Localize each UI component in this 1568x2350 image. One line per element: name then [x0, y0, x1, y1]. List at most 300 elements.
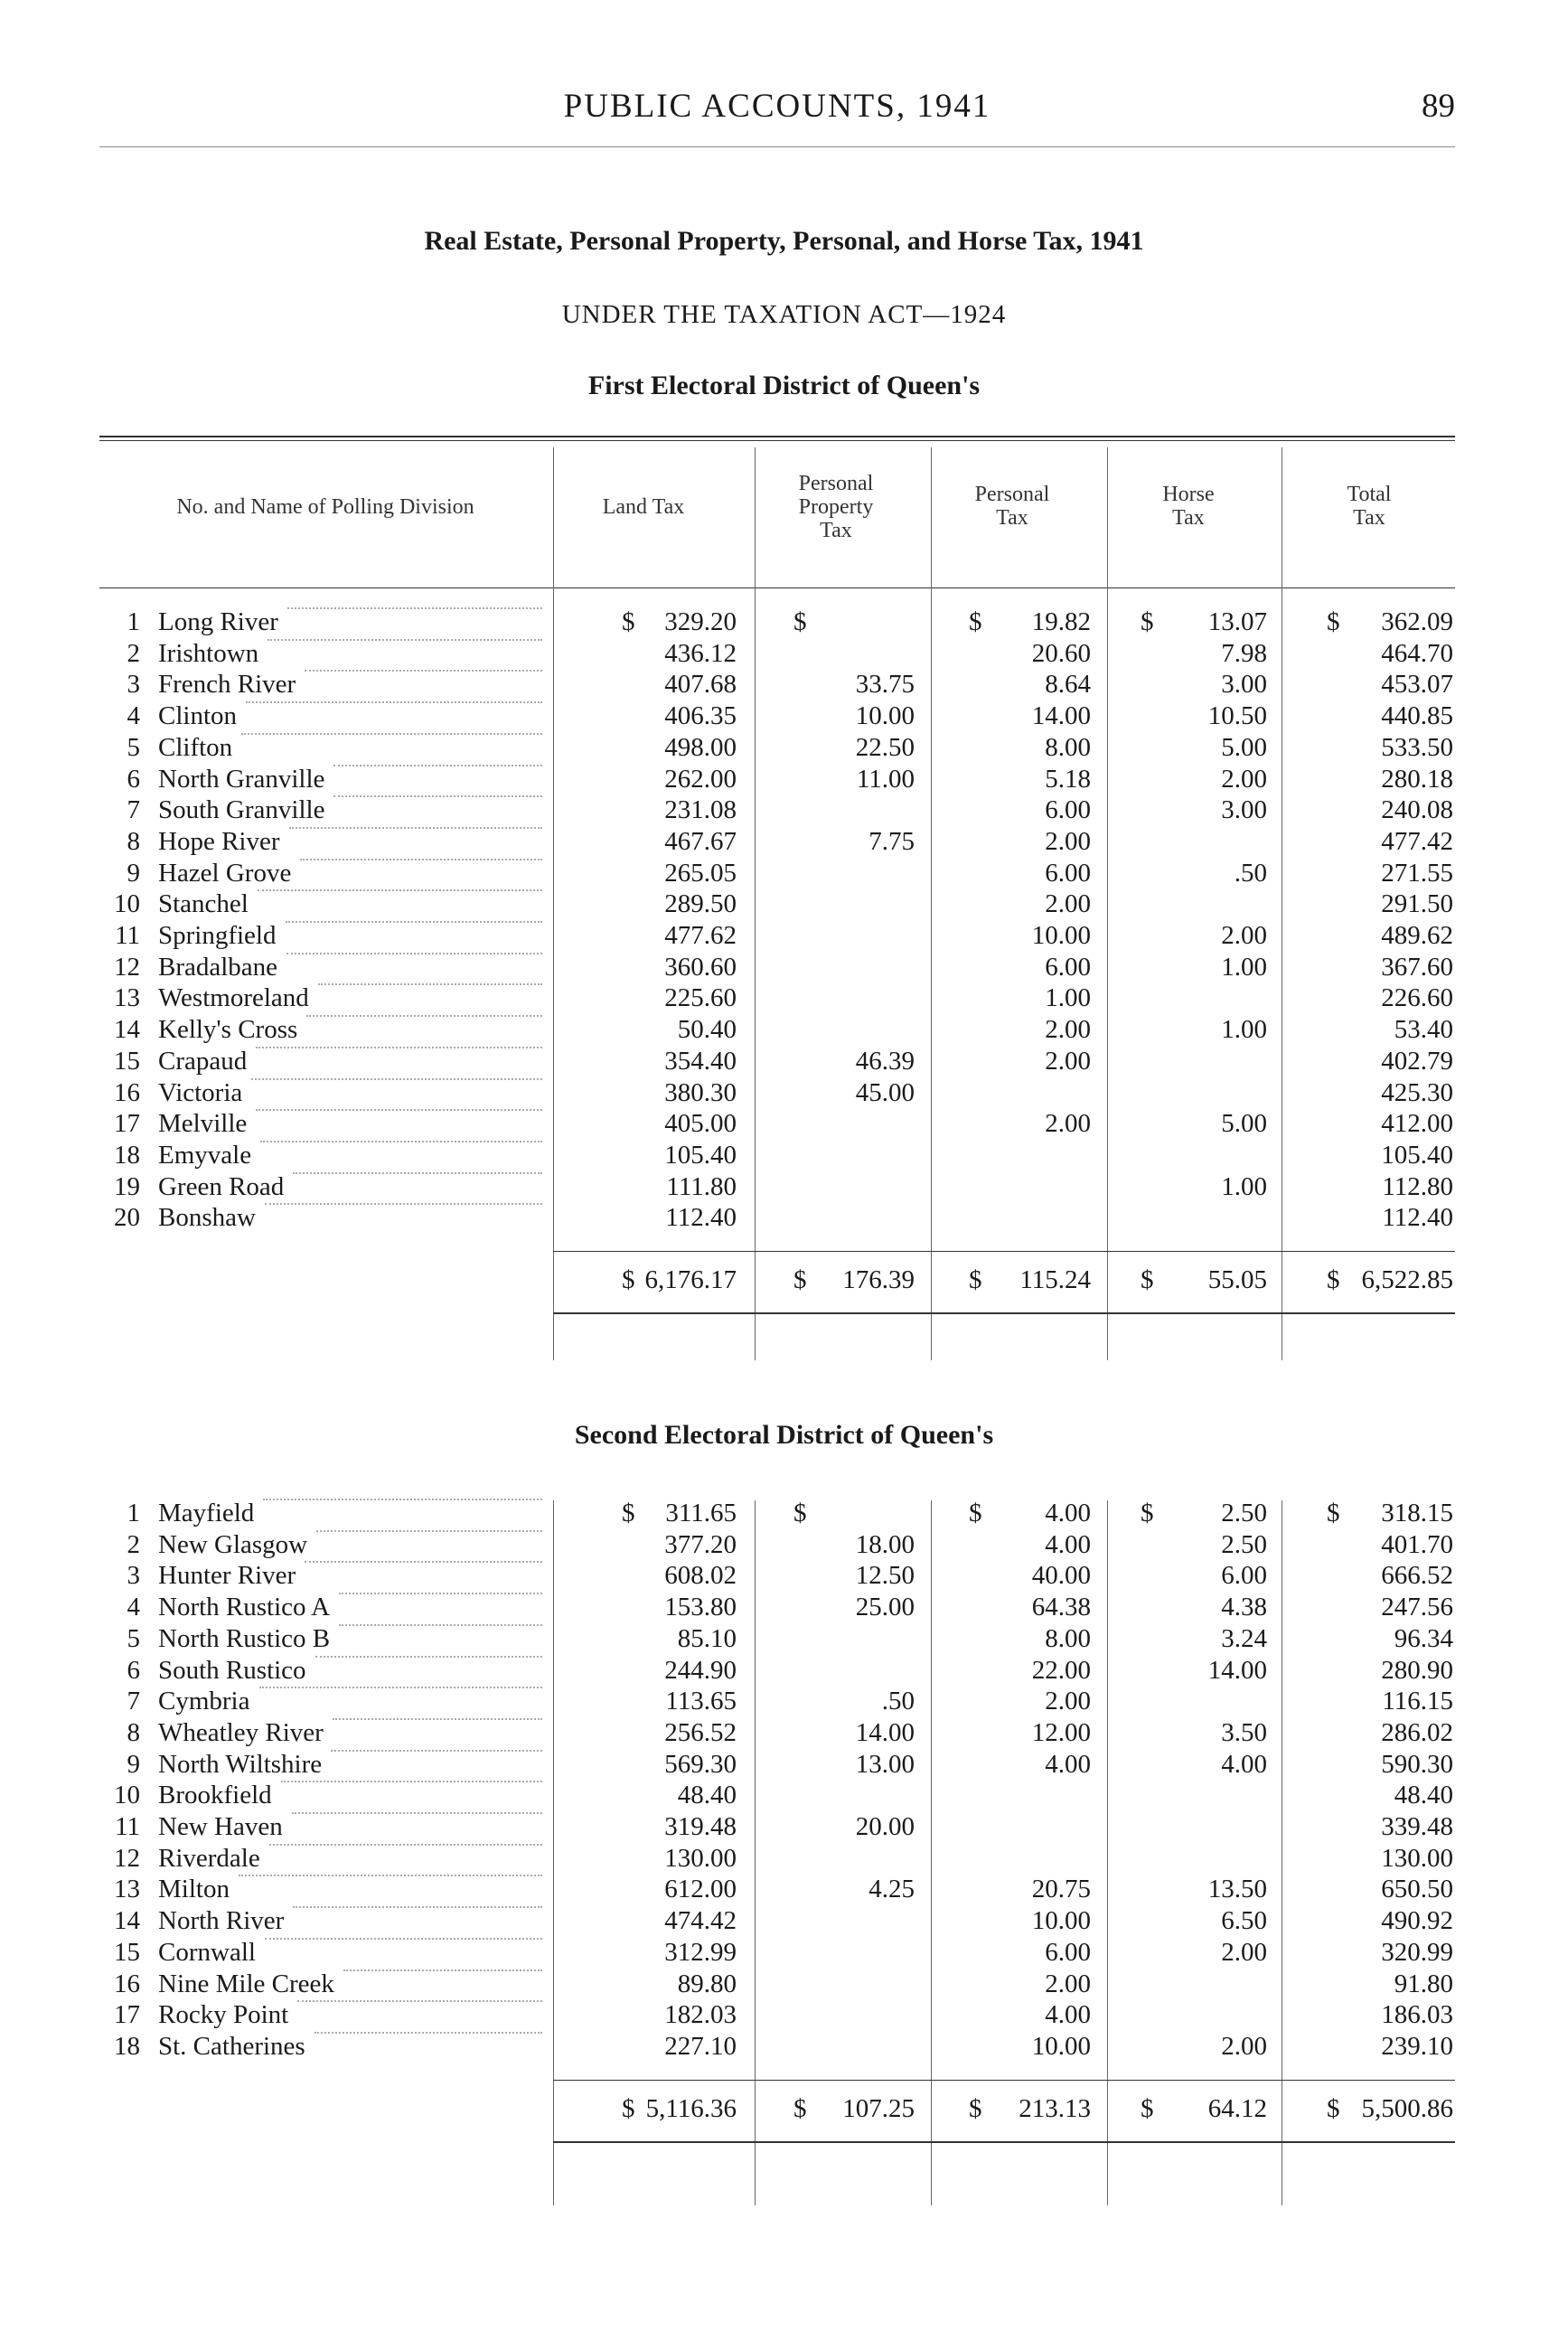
tax-value-horse: 1.00 — [1221, 1015, 1267, 1045]
page-header — [99, 87, 1455, 141]
total-value-land: 6,176.17 — [644, 1265, 737, 1294]
leader-dots — [265, 1203, 542, 1205]
tax-value-horse: 5.00 — [1221, 732, 1267, 762]
tax-value-personal: 4.00 — [1045, 2000, 1091, 2030]
leader-dots — [293, 1906, 542, 1908]
tax-value-horse: 2.50 — [1221, 1529, 1267, 1559]
currency-symbol: $ — [969, 2093, 982, 2123]
tax-value-horse: 2.00 — [1221, 764, 1267, 794]
tax-value-land: 130.00 — [664, 1843, 737, 1873]
column-header-text: Personal — [798, 472, 874, 495]
polling-division-name: Stanchel — [158, 889, 249, 919]
leader-dots — [289, 827, 543, 829]
tax-value-horse: 2.50 — [1221, 1499, 1267, 1528]
polling-division-name: Hunter River — [158, 1561, 296, 1591]
total-value-total: 5,500.86 — [1361, 2093, 1453, 2123]
polling-division-name: Hope River — [158, 826, 280, 856]
polling-division-name: St. Catherines — [158, 2031, 305, 2061]
leader-dots — [268, 639, 542, 641]
total-value-personal: 115.24 — [1019, 1265, 1091, 1294]
table-row — [0, 1687, 1568, 1717]
tax-value-total: 320.99 — [1381, 1937, 1453, 1967]
tax-value-personal-property: 12.50 — [855, 1561, 915, 1591]
row-number: 3 — [127, 1561, 140, 1591]
tax-value-land: 153.80 — [664, 1593, 737, 1622]
tax-value-land: 612.00 — [664, 1875, 737, 1904]
tax-value-personal: 10.00 — [1031, 921, 1091, 950]
table-row — [0, 2032, 1568, 2063]
currency-symbol: $ — [969, 607, 982, 636]
tax-value-land: 227.10 — [664, 2031, 737, 2061]
table-row — [0, 701, 1568, 732]
tax-value-land: 377.20 — [664, 1529, 737, 1559]
table-row — [0, 1203, 1568, 1234]
totals-bottom-rule — [553, 1312, 1455, 1314]
tax-value-horse: 3.50 — [1221, 1717, 1267, 1747]
tax-value-horse: 3.00 — [1221, 795, 1267, 825]
tax-value-personal: 2.00 — [1045, 1969, 1091, 1998]
table-row — [0, 670, 1568, 700]
row-number: 4 — [127, 701, 140, 731]
table-row — [0, 921, 1568, 952]
tax-value-horse: 4.00 — [1221, 1749, 1267, 1779]
tax-value-total: 239.10 — [1381, 2031, 1453, 2061]
currency-symbol: $ — [793, 1499, 807, 1528]
column-header-text: Total — [1347, 483, 1392, 506]
leader-dots — [293, 1172, 542, 1174]
tax-value-total: 286.02 — [1381, 1717, 1453, 1747]
table-row — [0, 1906, 1568, 1937]
tax-value-total: 453.07 — [1381, 670, 1453, 700]
table-row — [0, 2000, 1568, 2031]
polling-division-name: Rocky Point — [158, 2000, 289, 2030]
row-number: 1 — [127, 607, 140, 636]
total-value-land: 5,116.36 — [645, 2093, 737, 2123]
tax-value-personal-property: 4.25 — [869, 1875, 915, 1904]
tax-value-land: 498.00 — [664, 732, 737, 762]
row-number: 9 — [127, 1749, 140, 1779]
tax-value-land: 608.02 — [664, 1561, 737, 1591]
tax-value-total: 650.50 — [1381, 1875, 1453, 1904]
tax-value-land: 380.30 — [664, 1077, 737, 1107]
running-title: PUBLIC ACCOUNTS, 1941 — [563, 88, 991, 125]
tax-value-land: 244.90 — [664, 1655, 737, 1685]
tax-value-personal: 14.00 — [1031, 701, 1091, 731]
row-number: 14 — [114, 1906, 140, 1936]
tax-value-total: 130.00 — [1381, 1843, 1453, 1873]
polling-division-name: Long River — [158, 607, 278, 636]
tax-value-horse: 2.00 — [1221, 921, 1267, 950]
leader-dots — [246, 701, 542, 703]
tax-value-personal: 1.00 — [1045, 983, 1091, 1013]
tax-value-total: 91.80 — [1394, 1969, 1453, 1998]
tax-value-personal-property: 10.00 — [855, 701, 915, 731]
tax-value-total: 440.85 — [1381, 701, 1453, 731]
total-value-total: 6,522.85 — [1361, 1265, 1453, 1294]
row-number: 3 — [127, 670, 140, 700]
polling-division-name: New Haven — [158, 1812, 283, 1841]
tax-value-personal: 6.00 — [1045, 1937, 1091, 1967]
polling-division-name: Green Road — [158, 1171, 285, 1201]
polling-division-name: Bradalbane — [158, 952, 278, 982]
polling-division-name: Nine Mile Creek — [158, 1969, 334, 1998]
table-row — [0, 827, 1568, 858]
table-row — [0, 889, 1568, 920]
row-number: 16 — [114, 1077, 140, 1107]
table-row — [0, 733, 1568, 764]
leader-dots — [318, 983, 542, 985]
leader-dots — [305, 670, 542, 672]
row-number: 11 — [115, 921, 140, 950]
tax-value-land: 405.00 — [664, 1109, 737, 1139]
tax-value-land: 111.80 — [666, 1171, 737, 1201]
currency-symbol: $ — [1141, 607, 1154, 636]
leader-dots — [269, 1844, 542, 1846]
table-row — [0, 1718, 1568, 1749]
currency-symbol: $ — [622, 607, 635, 636]
tax-value-personal: 8.00 — [1045, 732, 1091, 762]
tax-value-personal: 2.00 — [1045, 1109, 1091, 1139]
tax-value-total: 489.62 — [1381, 921, 1453, 950]
tax-value-total: 339.48 — [1381, 1812, 1453, 1841]
tax-value-total: 412.00 — [1381, 1109, 1453, 1139]
table-row — [0, 765, 1568, 795]
row-number: 19 — [114, 1171, 140, 1201]
currency-symbol: $ — [622, 1265, 635, 1294]
polling-division-name: Bonshaw — [158, 1203, 256, 1233]
leader-dots — [300, 859, 542, 860]
tax-value-land: 50.40 — [677, 1015, 737, 1045]
leader-dots — [305, 1561, 542, 1563]
table-row — [0, 1078, 1568, 1109]
row-number: 7 — [127, 1687, 140, 1716]
tax-value-personal-property: 11.00 — [856, 764, 915, 794]
tax-value-land: 477.62 — [664, 921, 737, 950]
row-number: 13 — [114, 1875, 140, 1904]
table-row — [0, 953, 1568, 983]
tax-value-personal-property: 45.00 — [855, 1077, 915, 1107]
row-number: 11 — [115, 1812, 140, 1841]
row-number: 9 — [127, 858, 140, 888]
tax-value-total: 271.55 — [1381, 858, 1453, 888]
tax-value-horse: 10.50 — [1207, 701, 1267, 731]
tax-value-land: 105.40 — [664, 1140, 737, 1170]
column-header-text: Tax — [996, 506, 1028, 530]
leader-dots — [241, 733, 542, 735]
tax-value-personal: 2.00 — [1045, 1015, 1091, 1045]
currency-symbol: $ — [622, 1499, 635, 1528]
total-value-personal: 213.13 — [1019, 2093, 1091, 2123]
column-header-text: Tax — [1353, 506, 1385, 530]
tax-value-personal: 4.00 — [1045, 1529, 1091, 1559]
tax-value-personal-property: 18.00 — [855, 1529, 915, 1559]
tax-value-personal-property: 46.39 — [855, 1046, 915, 1076]
tax-value-land: 467.67 — [664, 826, 737, 856]
leader-dots — [316, 1530, 542, 1532]
tax-value-personal: 8.64 — [1045, 670, 1091, 700]
total-value-personal-property: 107.25 — [842, 2093, 915, 2123]
row-number: 10 — [114, 1781, 140, 1810]
table-row — [0, 1141, 1568, 1171]
tax-value-personal-property: .50 — [881, 1687, 915, 1716]
tax-value-land: 436.12 — [664, 638, 737, 668]
tax-value-total: 533.50 — [1381, 732, 1453, 762]
header-top-rule-inner — [99, 440, 1455, 441]
column-header-text: Tax — [820, 519, 852, 542]
total-value-horse: 64.12 — [1207, 2093, 1267, 2123]
tax-value-total: 112.40 — [1382, 1203, 1453, 1233]
table-row — [0, 1656, 1568, 1687]
tax-value-horse: 2.00 — [1221, 2031, 1267, 2061]
row-number: 4 — [127, 1593, 140, 1622]
tax-value-horse: 6.50 — [1221, 1906, 1267, 1936]
table-row — [0, 1047, 1568, 1077]
tax-value-land: 319.48 — [664, 1812, 737, 1841]
tax-value-personal-property: 33.75 — [855, 670, 915, 700]
table-row — [0, 1969, 1568, 2000]
row-number: 1 — [127, 1499, 140, 1528]
document-title: Real Estate, Personal Property, Personal, and Horse Tax, 1941 — [424, 226, 1144, 256]
tax-value-personal-property: 25.00 — [855, 1593, 915, 1622]
row-number: 2 — [127, 1529, 140, 1559]
currency-symbol: $ — [1327, 1265, 1340, 1294]
tax-value-total: 367.60 — [1381, 952, 1453, 982]
row-number: 6 — [127, 1655, 140, 1685]
table-row — [0, 1172, 1568, 1203]
tax-value-personal: 4.00 — [1045, 1499, 1091, 1528]
tax-value-personal-property: 14.00 — [855, 1717, 915, 1747]
tax-value-total: 280.90 — [1381, 1655, 1453, 1685]
tax-value-total: 464.70 — [1381, 638, 1453, 668]
tax-value-total: 362.09 — [1381, 607, 1453, 636]
currency-symbol: $ — [969, 1499, 982, 1528]
currency-symbol: $ — [793, 1265, 807, 1294]
tax-value-total: 186.03 — [1381, 2000, 1453, 2030]
polling-division-name: Cornwall — [158, 1937, 256, 1967]
currency-symbol: $ — [1141, 1499, 1154, 1528]
tax-value-total: 402.79 — [1381, 1046, 1453, 1076]
leader-dots — [286, 953, 542, 954]
tax-value-horse: 1.00 — [1221, 952, 1267, 982]
tax-value-total: 226.60 — [1381, 983, 1453, 1013]
currency-symbol: $ — [969, 1265, 982, 1294]
totals-row — [0, 1265, 1568, 1296]
tax-value-land: 354.40 — [664, 1046, 737, 1076]
leader-dots — [286, 921, 543, 923]
tax-value-personal-property: 13.00 — [855, 1749, 915, 1779]
leader-dots — [251, 1078, 542, 1080]
leader-dots — [306, 1015, 542, 1017]
table-row — [0, 639, 1568, 670]
leader-dots — [292, 1812, 542, 1814]
currency-symbol: $ — [793, 607, 807, 636]
leader-dots — [263, 1499, 542, 1500]
polling-division-name: Westmoreland — [158, 983, 309, 1013]
tax-value-personal: 20.75 — [1031, 1875, 1091, 1904]
leader-dots — [315, 2032, 542, 2034]
column-header-land-tax: Land Tax — [602, 495, 685, 519]
tax-value-land: 265.05 — [664, 858, 737, 888]
tax-value-horse: 4.38 — [1221, 1593, 1267, 1622]
total-value-horse: 55.05 — [1207, 1265, 1267, 1294]
polling-division-name: North Wiltshire — [158, 1749, 323, 1779]
leader-dots — [256, 1047, 542, 1048]
polling-division-name: Kelly's Cross — [158, 1015, 298, 1045]
tax-value-land: 407.68 — [664, 670, 737, 700]
polling-division-name: Emyvale — [158, 1140, 252, 1170]
tax-value-land: 48.40 — [677, 1781, 737, 1810]
document-subtitle: UNDER THE TAXATION ACT—1924 — [561, 300, 1007, 329]
leader-dots — [343, 1969, 542, 1971]
tax-value-horse: 7.98 — [1221, 638, 1267, 668]
tax-value-total: 490.92 — [1381, 1906, 1453, 1936]
tax-value-personal-property: 20.00 — [855, 1812, 915, 1841]
polling-division-name: Mayfield — [158, 1499, 255, 1528]
row-number: 17 — [114, 1109, 140, 1139]
table-row — [0, 983, 1568, 1014]
tax-value-land: 85.10 — [677, 1623, 737, 1653]
row-number: 17 — [114, 2000, 140, 2030]
leader-dots — [297, 2000, 542, 2002]
table-row — [0, 1624, 1568, 1655]
tax-value-personal: 4.00 — [1045, 1749, 1091, 1779]
leader-dots — [333, 795, 542, 797]
tax-value-total: 105.40 — [1381, 1140, 1453, 1170]
table-row — [0, 1530, 1568, 1561]
tax-value-personal: 12.00 — [1031, 1717, 1091, 1747]
polling-division-name: Brookfield — [158, 1781, 272, 1810]
row-number: 7 — [127, 795, 140, 825]
row-number: 8 — [127, 1717, 140, 1747]
tax-value-total: 48.40 — [1394, 1781, 1453, 1810]
tax-value-land: 256.52 — [664, 1717, 737, 1747]
tax-value-horse: 3.00 — [1221, 670, 1267, 700]
row-number: 15 — [114, 1046, 140, 1076]
row-number: 18 — [114, 1140, 140, 1170]
leader-dots — [331, 1750, 542, 1752]
polling-division-name: Clinton — [158, 701, 238, 731]
tax-value-total: 401.70 — [1381, 1529, 1453, 1559]
table-row — [0, 1781, 1568, 1811]
row-number: 14 — [114, 1015, 140, 1045]
tax-value-total: 112.80 — [1382, 1171, 1453, 1201]
tax-value-personal: 2.00 — [1045, 1046, 1091, 1076]
row-number: 8 — [127, 826, 140, 856]
tax-value-land: 311.65 — [665, 1499, 737, 1528]
tax-value-total: 96.34 — [1394, 1623, 1453, 1653]
tax-value-personal: 6.00 — [1045, 858, 1091, 888]
row-number: 2 — [127, 638, 140, 668]
currency-symbol: $ — [1327, 1499, 1340, 1528]
polling-division-name: North Rustico A — [158, 1593, 331, 1622]
page-number: 89 — [1422, 88, 1455, 125]
tax-value-horse: 1.00 — [1221, 1171, 1267, 1201]
currency-symbol: $ — [1141, 1265, 1154, 1294]
polling-division-name: Crapaud — [158, 1046, 248, 1076]
polling-division-name: North Granville — [158, 764, 325, 794]
row-number: 12 — [114, 952, 140, 982]
tax-value-total: 280.18 — [1381, 764, 1453, 794]
table-row — [0, 795, 1568, 826]
tax-value-land: 474.42 — [664, 1906, 737, 1936]
table-row — [0, 1561, 1568, 1592]
polling-division-name: Springfield — [158, 921, 277, 950]
tax-value-total: 247.56 — [1381, 1593, 1453, 1622]
tax-value-personal: 10.00 — [1031, 1906, 1091, 1936]
tax-value-total: 240.08 — [1381, 795, 1453, 825]
tax-value-total: 318.15 — [1381, 1499, 1453, 1528]
header-top-rule — [99, 436, 1455, 437]
tax-value-land: 360.60 — [664, 952, 737, 982]
tax-value-total: 425.30 — [1381, 1077, 1453, 1107]
leader-dots — [281, 1781, 542, 1782]
tax-value-land: 225.60 — [664, 983, 737, 1013]
table-row — [0, 1109, 1568, 1140]
tax-value-land: 569.30 — [664, 1749, 737, 1779]
tax-value-land: 231.08 — [664, 795, 737, 825]
tax-value-personal-property: 7.75 — [869, 826, 915, 856]
totals-rule — [553, 2080, 1455, 2081]
polling-division-name: Wheatley River — [158, 1717, 324, 1747]
tax-value-land: 262.00 — [664, 764, 737, 794]
leader-dots — [259, 1687, 543, 1688]
tax-value-total: 53.40 — [1394, 1015, 1453, 1045]
tax-value-horse: 2.00 — [1221, 1937, 1267, 1967]
currency-symbol: $ — [1141, 2093, 1154, 2123]
column-header-personal-tax — [931, 483, 1094, 530]
polling-division-name: Melville — [158, 1109, 248, 1139]
leader-dots — [333, 765, 542, 766]
row-number: 5 — [127, 1623, 140, 1653]
tax-value-total: 477.42 — [1381, 826, 1453, 856]
tax-value-total: 666.52 — [1381, 1561, 1453, 1591]
column-header-total-tax — [1283, 483, 1455, 530]
table-row — [0, 1938, 1568, 1969]
leader-dots — [256, 1109, 542, 1111]
table-row — [0, 1875, 1568, 1905]
polling-division-name: Victoria — [158, 1077, 243, 1107]
column-header-division: No. and Name of Polling Division — [176, 495, 474, 519]
tax-value-personal: 64.38 — [1031, 1593, 1091, 1622]
column-header-text: Tax — [1172, 506, 1205, 530]
tax-value-personal: 2.00 — [1045, 889, 1091, 919]
table-row — [0, 1593, 1568, 1623]
tax-value-personal-property: 22.50 — [855, 732, 915, 762]
tax-value-personal: 40.00 — [1031, 1561, 1091, 1591]
row-number: 5 — [127, 732, 140, 762]
currency-symbol: $ — [793, 2093, 807, 2123]
tax-value-land: 89.80 — [677, 1969, 737, 1998]
tax-value-personal: 19.82 — [1031, 607, 1091, 636]
row-number: 13 — [114, 983, 140, 1013]
row-number: 10 — [114, 889, 140, 919]
table-row — [0, 859, 1568, 889]
tax-value-total: 291.50 — [1381, 889, 1453, 919]
leader-dots — [265, 1938, 542, 1940]
polling-division-name: South Granville — [158, 795, 325, 825]
district-title-second: Second Electoral District of Queen's — [574, 1420, 994, 1450]
tax-value-land: 289.50 — [664, 889, 737, 919]
table-row — [0, 1750, 1568, 1781]
tax-value-horse: 13.07 — [1207, 607, 1267, 636]
tax-value-personal: 8.00 — [1045, 1623, 1091, 1653]
leader-dots — [287, 607, 542, 609]
table-row — [0, 607, 1568, 638]
polling-division-name: French River — [158, 670, 296, 700]
table-row — [0, 1812, 1568, 1843]
leader-dots — [333, 1718, 542, 1720]
column-header-text: Property — [798, 495, 874, 519]
